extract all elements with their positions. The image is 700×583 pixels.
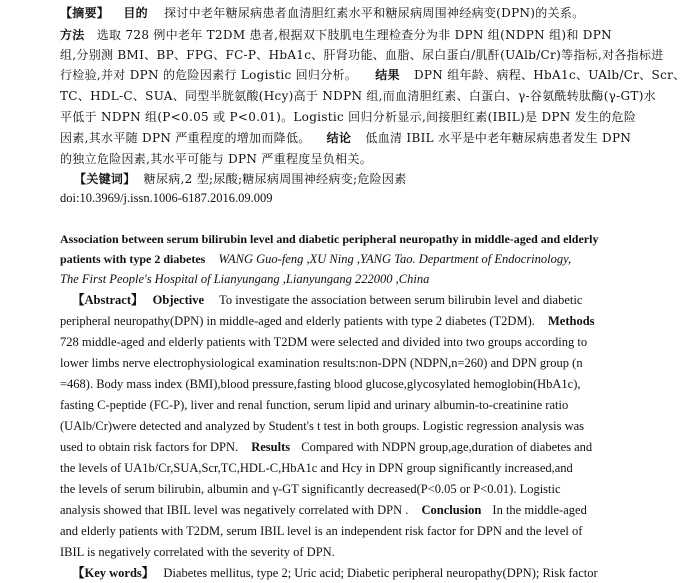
zh-methods-line-2: 组,分别测 BMI、BP、FPG、FC-P、HbA1c、肝肾功能、血脂、尿白蛋白/肌酐(UAlb/Cr)等指标,对各指标进 <box>60 48 664 62</box>
en-results-line-3: the levels of serum bilirubin, albumin and γ-GT significantly decreased(P<0.05 or P<0.01). Logistic <box>60 482 561 496</box>
en-results-line-2: the levels of UA1b/Cr,SUA,Scr,TC,HDL-C,HbA1c and Hcy in DPN group significantly increased,and <box>60 461 573 475</box>
zh-results-text-1: DPN 组年龄、病程、HbA1c、UAlb/Cr、Scr、 <box>413 68 686 82</box>
zh-results-line-2: TC、HDL-C、SUA、同型半胱氨酸(Hcy)高于 NDPN 组,而血清胆红素、白蛋白、γ-谷氨酰转肽酶(γ-GT)水 <box>60 89 656 103</box>
en-methods-line-1: 728 middle-aged and elderly patients with T2DM were selected and divided into two groups according to <box>60 335 588 349</box>
en-objective-text-1: To investigate the association between serum bilirubin level and diabetic <box>219 293 583 307</box>
zh-objective-heading: 目的 <box>123 6 148 20</box>
zh-conclusion-text-1: 低血清 IBIL 水平是中老年糖尿病患者发生 DPN <box>365 131 632 145</box>
en-methods-line-2: lower limbs nerve electrophysiological examination results:non-DPN (NDPN,n=260) and DPN group (n <box>60 356 583 370</box>
en-conclusion-text-1: In the middle-aged <box>492 503 587 517</box>
en-objective-text-2: peripheral neuropathy(DPN) in middle-aged and elderly patients with type 2 diabetes (T2DM). <box>60 314 535 328</box>
zh-keywords-label: 【关键词】 <box>74 172 136 186</box>
en-keywords-line <box>72 566 598 581</box>
en-methods-line-4: fasting C-peptide (FC-P), liver and renal function, serum lipid and urinary albumin-to-creatinine ratio <box>60 398 569 412</box>
en-abstract-objective-line <box>72 293 582 308</box>
en-methods-line-5: (UAlb/Cr)were detected and analyzed by Student's t test in both groups. Logistic regression analysis was <box>60 419 585 433</box>
en-methods-text-6: used to obtain risk factors for DPN. <box>60 440 239 454</box>
en-results-heading: Results <box>251 440 291 454</box>
en-results-text-4: analysis showed that IBIL level was negatively correlated with DPN . <box>60 503 409 517</box>
doi: doi:10.3969/j.issn.1006-6187.2016.09.009 <box>60 191 273 205</box>
en-abstract-label: 【Abstract】 <box>72 293 144 307</box>
en-objective-methods-line <box>60 314 595 329</box>
zh-methods-results-line <box>60 68 685 83</box>
en-methods-heading: Methods <box>548 314 595 328</box>
zh-conclusion-line-2: 的独立危险因素,其水平可能与 DPN 严重程度呈负相关。 <box>60 152 373 166</box>
zh-methods-heading: 方法 <box>60 28 85 42</box>
en-affiliation: The First People's Hospital of Lianyungang ,Lianyungang 222000 ,China <box>60 272 430 286</box>
en-methods-results-line <box>60 440 592 455</box>
en-results-text-1: Compared with NDPN group,age,duration of diabetes and <box>301 440 593 454</box>
en-title-line-2: patients with type 2 diabetes <box>60 252 206 266</box>
zh-keywords-line <box>74 172 407 187</box>
en-objective-heading: Objective <box>152 293 205 307</box>
zh-results-conclusion-line <box>60 131 631 146</box>
en-title-authors-line <box>60 252 571 267</box>
zh-methods-text-3: 行检验,并对 DPN 的危险因素行 Logistic 回归分析。 <box>60 68 358 82</box>
en-conclusion-line-2: and elderly patients with T2DM, serum IBIL level is an independent risk factor for DPN and the level of <box>60 524 583 538</box>
zh-results-line-3: 平低于 NDPN 组(P<0.05 或 P<0.01)。Logistic 回归分析显示,间接胆红素(IBIL)是 DPN 发生的危险 <box>60 110 637 124</box>
zh-methods-line-1 <box>60 28 612 43</box>
zh-keywords-text: 糖尿病,2 型;尿酸;糖尿病周围神经病变;危险因素 <box>143 172 407 186</box>
en-keywords-label: 【Key words】 <box>72 566 155 580</box>
zh-methods-text-1: 选取 728 例中老年 T2DM 患者,根据双下肢肌电生理检查分为非 DPN 组(NDPN 组)和 DPN <box>96 28 612 42</box>
en-keywords-text: Diabetes mellitus, type 2; Uric acid; Diabetic peripheral neuropathy(DPN); Risk factor <box>163 566 598 580</box>
zh-objective-text: 探讨中老年糖尿病患者血清胆红素水平和糖尿病周围神经病变(DPN)的关系。 <box>164 6 585 20</box>
zh-conclusion-heading: 结论 <box>326 131 352 145</box>
en-authors: WANG Guo-feng ,XU Ning ,YANG Tao. Department of Endocrinology, <box>218 252 572 266</box>
zh-results-heading: 结果 <box>375 68 400 82</box>
en-conclusion-heading: Conclusion <box>421 503 482 517</box>
en-methods-line-3: =468). Body mass index (BMI),blood pressure,fasting blood glucose,glycosylated hemoglobin(HbA1c), <box>60 377 581 391</box>
en-results-conclusion-line <box>60 503 587 518</box>
zh-abstract-objective-line <box>60 6 584 21</box>
zh-abstract-label: 【摘要】 <box>60 6 110 20</box>
en-title-line-1: Association between serum bilirubin level and diabetic peripheral neuropathy in middle-aged and elderly <box>60 232 599 246</box>
en-conclusion-line-3: IBIL is negatively correlated with the severity of DPN. <box>60 545 335 559</box>
zh-results-text-4: 因素,其水平随 DPN 严重程度的增加而降低。 <box>60 131 311 145</box>
